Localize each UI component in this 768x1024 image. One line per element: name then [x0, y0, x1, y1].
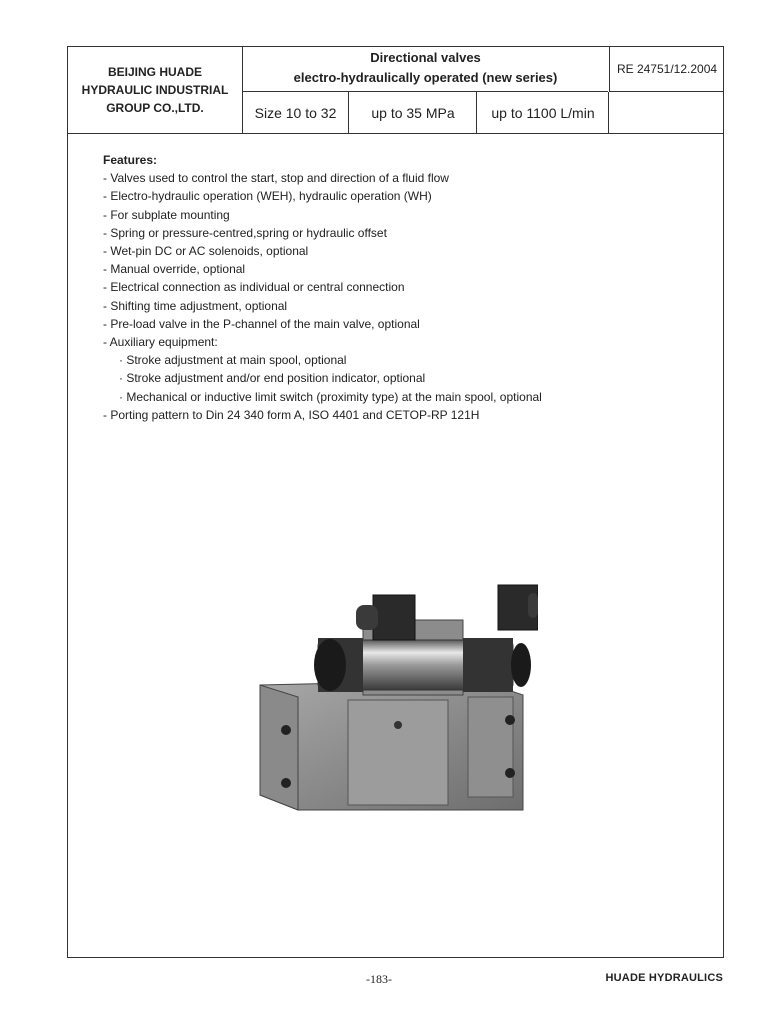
company-line-3: GROUP CO.,LTD.: [106, 101, 204, 115]
feature-item: - Electrical connection as individual or central connection: [103, 280, 405, 295]
spec-size: Size 10 to 32: [243, 92, 349, 133]
valve-product-photo: [238, 525, 538, 815]
header-table: [68, 47, 723, 134]
company-name: [68, 47, 243, 133]
feature-item: - Valves used to control the start, stop and direction of a fluid flow: [103, 171, 449, 186]
spec-empty-cell: [609, 92, 723, 133]
features-list: [103, 169, 703, 424]
feature-item: - Porting pattern to Din 24 340 form A, ISO 4401 and CETOP-RP 121H: [103, 407, 480, 422]
feature-subitem: · Stroke adjustment and/or end position indicator, optional: [119, 371, 426, 386]
page-frame: [67, 46, 724, 958]
feature-item: - Wet-pin DC or AC solenoids, optional: [103, 244, 309, 259]
feature-item: - Manual override, optional: [103, 262, 246, 277]
feature-subitem: · Stroke adjustment at main spool, optional: [119, 353, 347, 368]
document-number: RE 24751/12.2004: [609, 47, 724, 92]
spec-pressure: up to 35 MPa: [350, 92, 477, 133]
feature-item: - Electro-hydraulic operation (WEH), hydraulic operation (WH): [103, 189, 432, 204]
company-line-1: BEIJING HUADE: [107, 65, 202, 79]
feature-item: - Pre-load valve in the P-channel of the main valve, optional: [103, 316, 420, 331]
feature-item: - Auxiliary equipment:: [103, 335, 218, 350]
company-line-2: HYDRAULIC INDUSTRIAL: [81, 83, 229, 97]
spec-flow: up to 1100 L/min: [478, 92, 609, 133]
features-section: [103, 151, 703, 424]
document-title: [243, 47, 608, 92]
title-line-2: electro-hydraulically operated (new series): [293, 70, 558, 85]
feature-subitem: · Mechanical or inductive limit switch (proximity type) at the main spool, optional: [119, 389, 542, 404]
title-line-1: Directional valves: [370, 50, 481, 65]
feature-item: - For subplate mounting: [103, 207, 230, 222]
features-heading: Features:: [103, 153, 158, 167]
footer-brand: HUADE HYDRAULICS: [605, 972, 723, 984]
page-number: -183-: [366, 972, 392, 986]
feature-item: - Spring or pressure-centred,spring or hydraulic offset: [103, 225, 387, 240]
feature-item: - Shifting time adjustment, optional: [103, 298, 288, 313]
